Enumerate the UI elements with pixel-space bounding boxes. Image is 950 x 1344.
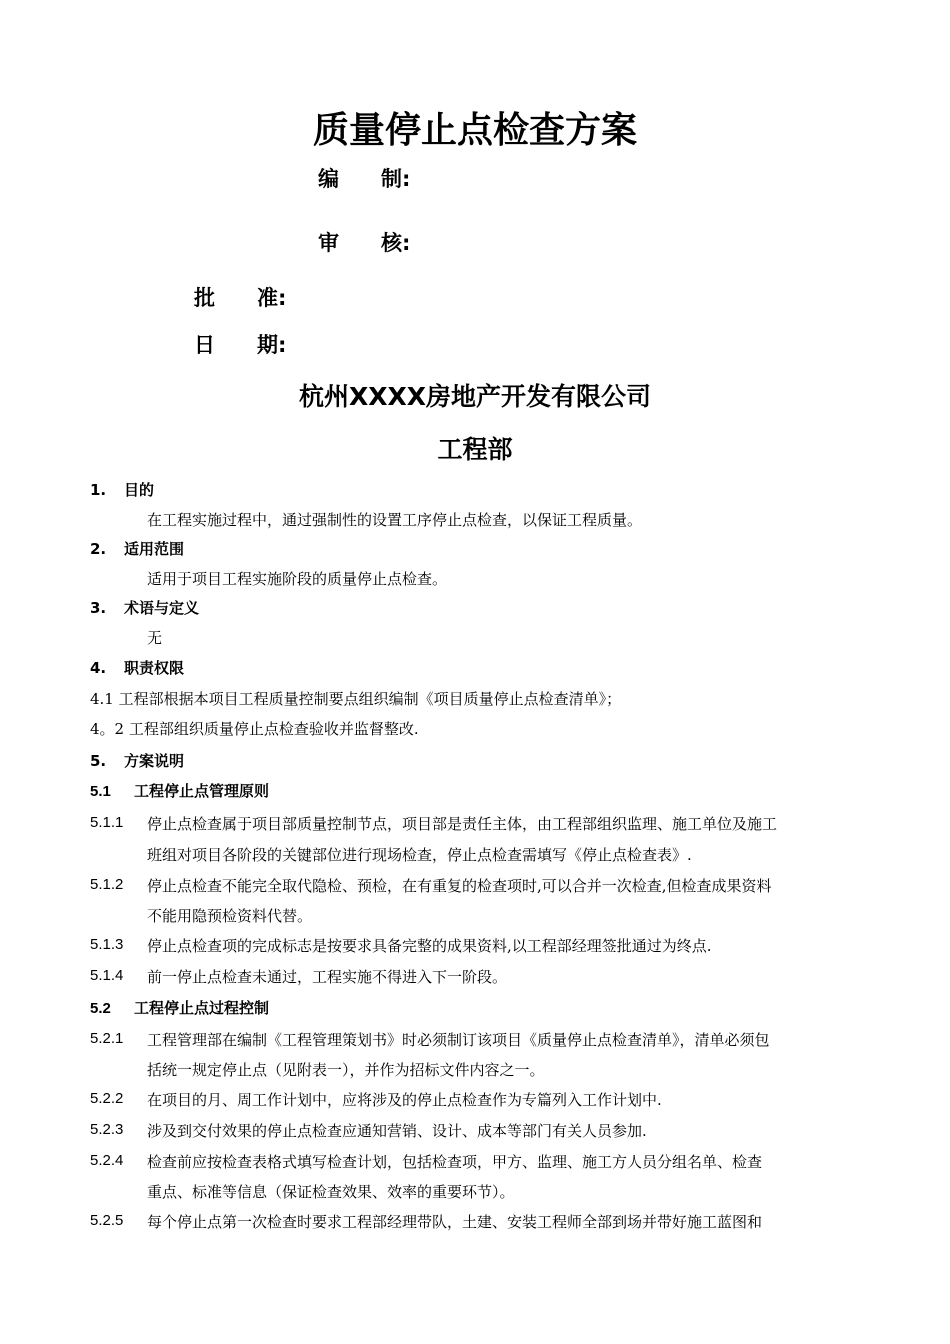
company-name: 杭州XXXX房地产开发有限公司 [298, 382, 652, 411]
section-2-heading [90, 538, 184, 559]
clause-number: 5.2.2 [90, 1090, 124, 1107]
compiler-label: 编 制: [318, 167, 411, 191]
section-title: 方案说明 [124, 752, 185, 770]
clause-number: 5.2.4 [90, 1152, 124, 1169]
section-number: 1. [90, 481, 107, 499]
subsection-5-2-heading [90, 997, 269, 1018]
section-5-heading [90, 750, 184, 771]
subsection-number: 5.1 [90, 783, 111, 800]
section-title: 职责权限 [124, 659, 185, 677]
section-title: 目的 [124, 481, 155, 499]
section-title: 术语与定义 [124, 599, 200, 617]
clause-text: 工程管理部在编制《工程管理策划书》时必须制订该项目《质量停止点检查清单》，清单必须包 [147, 1031, 770, 1049]
section-4-heading [90, 657, 184, 678]
clause-text: 在项目的月、周工作计划中，应将涉及的停止点检查作为专篇列入工作计划中. [147, 1091, 662, 1109]
subsection-title: 工程停止点过程控制 [134, 999, 270, 1017]
section-1-heading [90, 479, 154, 500]
clause-text: 涉及到交付效果的停止点检查应通知营销、设计、成本等部门有关人员参加. [147, 1122, 647, 1140]
section-4-item-1: 4.1 工程部根据本项目工程质量控制要点组织编制《项目质量停止点检查清单》； [90, 690, 622, 708]
clause-text: 每个停止点第一次检查时要求工程部经理带队，土建、安装工程师全部到场并带好施工蓝图和 [147, 1213, 763, 1231]
subsection-5-1-heading [90, 780, 269, 801]
section-number: 4. [90, 659, 107, 677]
section-number: 3. [90, 599, 107, 617]
clause-text-continued: 班组对项目各阶段的关键部位进行现场检查，停止点检查需填写《停止点检查表》. [147, 846, 692, 864]
clause-number: 5.1.3 [90, 936, 124, 953]
clause-text: 停止点检查项的完成标志是按要求具备完整的成果资料,以工程部经理签批通过为终点. [147, 937, 712, 955]
clause-text: 检查前应按检查表格式填写检查计划，包括检查项，甲方、监理、施工方人员分组名单、检查 [147, 1153, 763, 1171]
clause-text: 停止点检查不能完全取代隐检、预检，在有重复的检查项时,可以合并一次检查,但检查成果资料 [147, 877, 772, 895]
date-label: 日 期: [194, 333, 287, 357]
section-number: 2. [90, 540, 107, 558]
subsection-title: 工程停止点管理原则 [134, 782, 270, 800]
clause-number: 5.1.4 [90, 967, 124, 984]
clause-text: 前一停止点检查未通过，工程实施不得进入下一阶段。 [147, 968, 508, 986]
section-3-heading [90, 597, 199, 618]
clause-number: 5.1.2 [90, 876, 124, 893]
clause-number: 5.2.5 [90, 1212, 124, 1229]
department-name: 工程部 [437, 435, 513, 464]
clause-text: 停止点检查属于项目部质量控制节点，项目部是责任主体，由工程部组织监理、施工单位及施工 [147, 815, 778, 833]
section-4-item-2: 4。2 工程部组织质量停止点检查验收并监督整改. [90, 720, 419, 738]
reviewer-label: 审 核: [318, 231, 411, 255]
document-title: 质量停止点检查方案 [312, 110, 637, 151]
clause-text-continued: 括统一规定停止点（见附表一），并作为招标文件内容之一。 [147, 1061, 545, 1079]
section-2-text: 适用于项目工程实施阶段的质量停止点检查。 [147, 570, 448, 588]
clause-number: 5.2.3 [90, 1121, 124, 1138]
subsection-number: 5.2 [90, 1000, 111, 1017]
section-title: 适用范围 [124, 540, 185, 558]
clause-text-continued: 不能用隐预检资料代替。 [147, 907, 313, 925]
clause-text-continued: 重点、标准等信息（保证检查效果、效率的重要环节）。 [147, 1183, 515, 1201]
clause-number: 5.1.1 [90, 814, 124, 831]
section-number: 5. [90, 752, 107, 770]
section-1-text: 在工程实施过程中，通过强制性的设置工序停止点检查，以保证工程质量。 [147, 511, 643, 529]
clause-number: 5.2.1 [90, 1030, 124, 1047]
approver-label: 批 准: [194, 286, 287, 310]
section-3-text: 无 [147, 629, 163, 647]
